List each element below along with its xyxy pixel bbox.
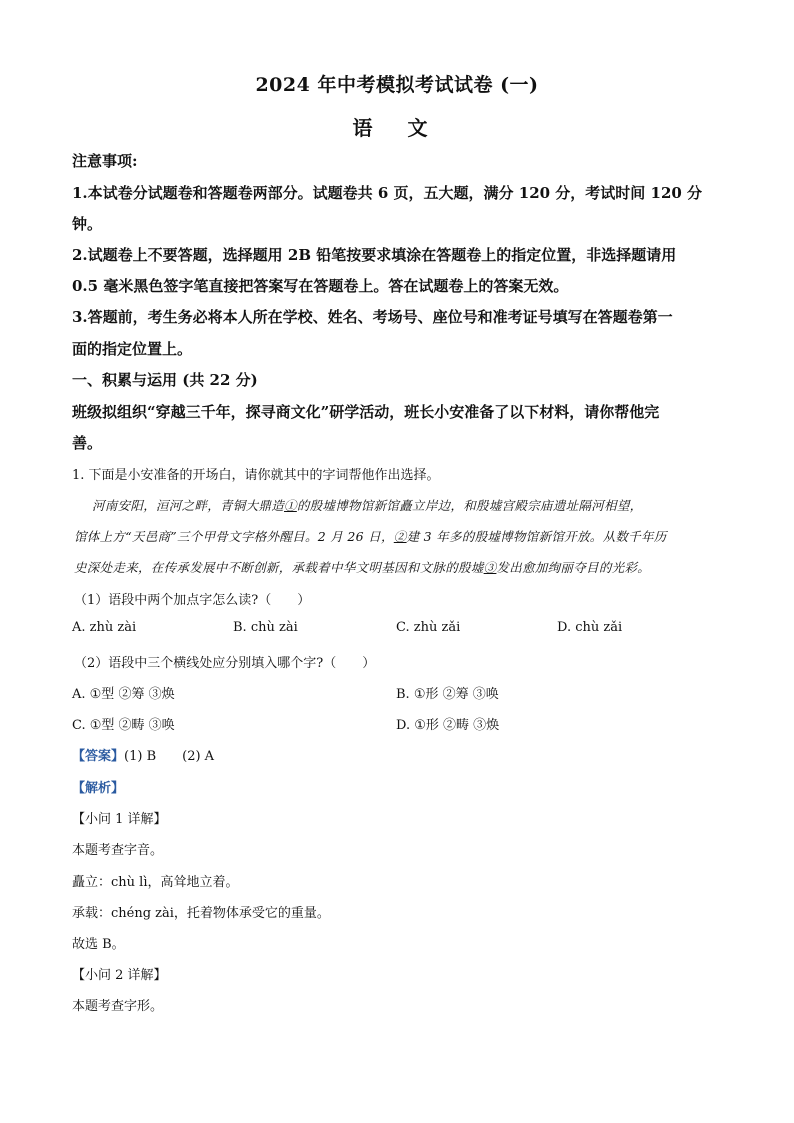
sub2-option-b: B. ①形 ②筹 ③唤 <box>396 687 499 702</box>
note-1-line-2: 钟。 <box>72 215 103 233</box>
passage-text: 史深处走来，在传承发展中不断创新，承载着中华文明基因和文脉的殷墟 <box>74 560 484 575</box>
blank-2: ② <box>393 529 407 544</box>
sub1-option-a: A. zhù zài <box>72 620 137 635</box>
section-1-heading: 一、积累与运用 (共 22 分) <box>72 371 258 389</box>
sub-question-1-stem: （1）语段中两个加点字怎么读?（ ） <box>74 593 311 608</box>
q1-detail-heading: 【小问 1 详解】 <box>72 812 167 827</box>
passage-text: 馆体上方“天邑商”三个甲骨文字格外醒目。2 月 26 日， <box>74 529 394 544</box>
q1-detail-line-4: 故选 B。 <box>72 937 125 952</box>
answer-text: (1) B (2) A <box>124 749 215 764</box>
sub2-option-d: D. ①形 ②畴 ③焕 <box>396 718 500 733</box>
section-1-intro-line-2: 善。 <box>72 434 103 452</box>
blank-3: ③ <box>483 560 497 575</box>
answer-tag: 【答案】 <box>72 749 125 764</box>
exam-title: 2024 年中考模拟考试试卷 (一) <box>255 74 539 96</box>
analysis-tag: 【解析】 <box>72 781 125 796</box>
q2-detail-heading: 【小问 2 详解】 <box>72 968 167 983</box>
sub2-option-c: C. ①型 ②畴 ③唤 <box>72 718 175 733</box>
notes-heading: 注意事项: <box>72 152 138 170</box>
note-1-line-1: 1.本试卷分试题卷和答题卷两部分。试题卷共 6 页，五大题，满分 120 分，考试时间 120 分 <box>72 184 703 202</box>
subject-title: 语 文 <box>352 116 442 140</box>
note-2-line-1: 2.试题卷上不要答题，选择题用 2B 铅笔按要求填涂在答题卷上的指定位置，非选择题请用 <box>72 246 677 264</box>
passage-text: 发出愈加绚丽夺目的光彩。 <box>496 560 651 575</box>
sub1-option-d: D. chù zǎi <box>557 620 623 635</box>
passage-text: 的殷墟博物馆新馆矗立岸边，和殷墟宫殿宗庙遗址隔河相望， <box>296 498 643 513</box>
sub1-option-c: C. zhù zǎi <box>396 620 461 635</box>
q2-detail-line-1: 本题考查字形。 <box>72 999 164 1014</box>
passage-text: 建 3 年多的殷墟博物馆新馆开放。从数千年历 <box>406 529 667 544</box>
blank-1: ① <box>284 498 297 513</box>
q1-detail-line-1: 本题考查字音。 <box>72 843 164 858</box>
note-2-line-2: 0.5 毫米黑色签字笔直接把答案写在答题卷上。答在试题卷上的答案无效。 <box>72 277 569 295</box>
passage-line-1 <box>74 496 726 514</box>
sub2-option-a: A. ①型 ②筹 ③焕 <box>72 687 175 702</box>
passage-text: 河南安阳，洹河之畔，青铜大鼎造 <box>92 498 285 513</box>
answer-line <box>72 745 724 764</box>
passage-line-3 <box>74 558 726 576</box>
q1-detail-line-2: 矗立：chù lì，高耸地立着。 <box>72 875 239 890</box>
sub1-option-b: B. chù zài <box>233 620 298 635</box>
q1-detail-line-3: 承载：chéng zài，托着物体承受它的重量。 <box>72 906 330 921</box>
note-3-line-1: 3.答题前，考生务必将本人所在学校、姓名、考场号、座位号和准考证号填写在答题卷第一 <box>72 308 673 326</box>
note-3-line-2: 面的指定位置上。 <box>72 340 193 358</box>
analysis-line <box>72 777 724 796</box>
question-1-stem: 1. 下面是小安准备的开场白，请你就其中的字词帮他作出选择。 <box>72 468 440 483</box>
passage-line-2 <box>74 527 726 545</box>
sub-question-2-stem: （2）语段中三个横线处应分别填入哪个字?（ ） <box>74 656 376 671</box>
section-1-intro-line-1: 班级拟组织“穿越三千年，探寻商文化”研学活动，班长小安准备了以下材料，请你帮他完 <box>72 403 660 421</box>
